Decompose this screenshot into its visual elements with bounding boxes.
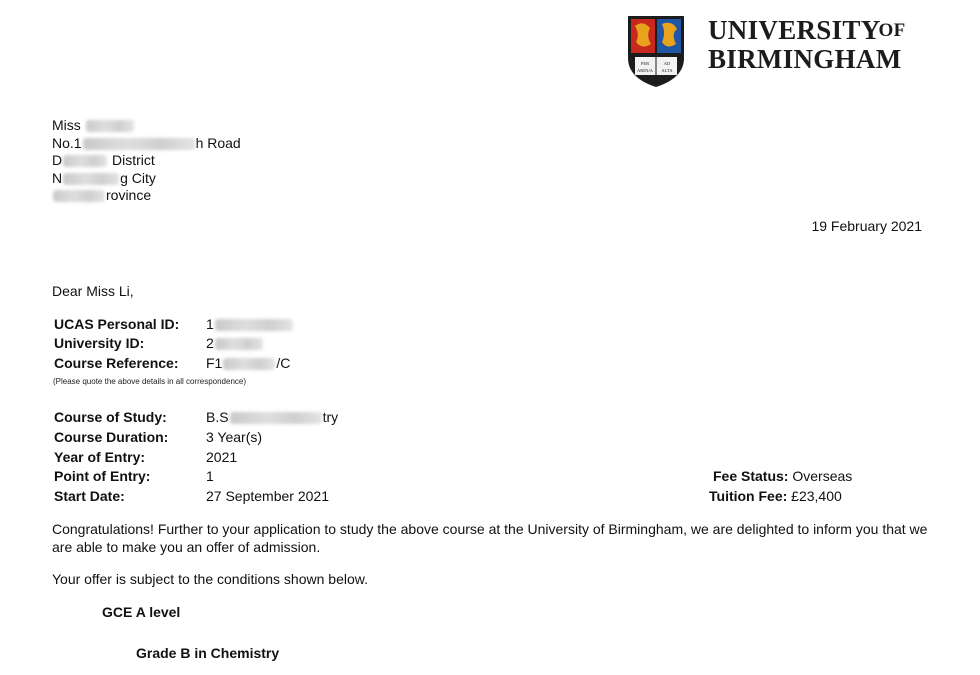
university-id-label: University ID: (54, 335, 145, 351)
ucas-id-value (206, 316, 294, 333)
course-of-study-value (206, 409, 338, 426)
condition-grade: Grade B in Chemistry (136, 645, 280, 661)
course-reference-suffix: /C (276, 355, 291, 371)
course-duration-label: Course Duration: (54, 429, 169, 445)
address-line-2-suffix: h Road (195, 134, 241, 151)
tuition-fee-value: £23,400 (787, 488, 842, 504)
conditions-intro: Your offer is subject to the conditions shown below. (52, 571, 368, 587)
tuition-fee (709, 488, 842, 505)
redaction (53, 190, 105, 202)
course-of-study-suffix: try (322, 409, 339, 425)
course-of-study-text: B.S (206, 409, 229, 425)
course-reference-value (206, 355, 290, 372)
university-logo (626, 14, 916, 92)
fee-status-label: Fee Status: (713, 468, 789, 484)
address-line-4-suffix: g City (120, 169, 156, 186)
crest-icon (626, 14, 686, 89)
address-line-5 (52, 187, 241, 205)
letter-date: 19 February 2021 (811, 218, 922, 234)
address-line-3-suffix: District (108, 152, 155, 168)
fee-status (713, 468, 852, 485)
year-of-entry-value: 2021 (206, 449, 238, 465)
course-duration-value: 3 Year(s) (206, 429, 263, 445)
crest-motto-1: PER (640, 61, 650, 66)
redaction (83, 138, 195, 150)
year-of-entry-label: Year of Entry: (54, 449, 146, 465)
recipient-address (52, 117, 241, 205)
point-of-entry-label: Point of Entry: (54, 468, 151, 484)
university-id-value (206, 335, 264, 352)
university-id-text: 2 (206, 335, 214, 351)
address-line-2 (52, 135, 241, 153)
point-of-entry-value: 1 (206, 468, 214, 484)
ucas-id-label: UCAS Personal ID: (54, 316, 180, 332)
address-line-5-suffix: rovince (106, 187, 152, 203)
fee-status-value: Overseas (788, 468, 853, 484)
address-line-3-text: D (52, 152, 63, 168)
address-line-4 (52, 170, 241, 188)
quote-note: (Please quote the above details in all correspondence) (53, 377, 247, 386)
redaction (63, 173, 119, 185)
condition-heading: GCE A level (102, 604, 181, 620)
tuition-fee-label: Tuition Fee: (709, 488, 788, 504)
course-of-study-label: Course of Study: (54, 409, 167, 425)
course-reference-text: F1 (206, 355, 223, 371)
crest-motto-3: ARDUA (636, 68, 654, 73)
wordmark (708, 16, 906, 74)
redaction (63, 155, 107, 167)
wordmark-birmingham: BIRMINGHAM (708, 44, 902, 74)
offer-paragraph: Congratulations! Further to your application to study the above course at the University of Birmingham, we are delighted to inform you that we are able to make you an offer of admission. (52, 521, 928, 555)
wordmark-of: OF (878, 20, 906, 41)
crest-motto-4: ALTA (661, 68, 673, 73)
address-line-3 (52, 152, 241, 170)
address-line-1-text: Miss (52, 117, 85, 133)
redaction (215, 338, 263, 350)
redaction (223, 358, 275, 370)
start-date-value: 27 September 2021 (206, 488, 329, 504)
crest-motto-2: AD (663, 61, 671, 66)
greeting: Dear Miss Li, (52, 283, 134, 299)
redaction (215, 319, 293, 331)
redaction (86, 120, 134, 132)
wordmark-university: UNIVERSITY (708, 15, 881, 45)
course-reference-label: Course Reference: (54, 355, 179, 371)
address-line-2-text: No.1 (52, 134, 82, 151)
address-line-4-text: N (52, 169, 63, 186)
redaction (230, 412, 322, 424)
start-date-label: Start Date: (54, 488, 125, 504)
ucas-id-text: 1 (206, 316, 214, 332)
address-line-1 (52, 117, 241, 135)
